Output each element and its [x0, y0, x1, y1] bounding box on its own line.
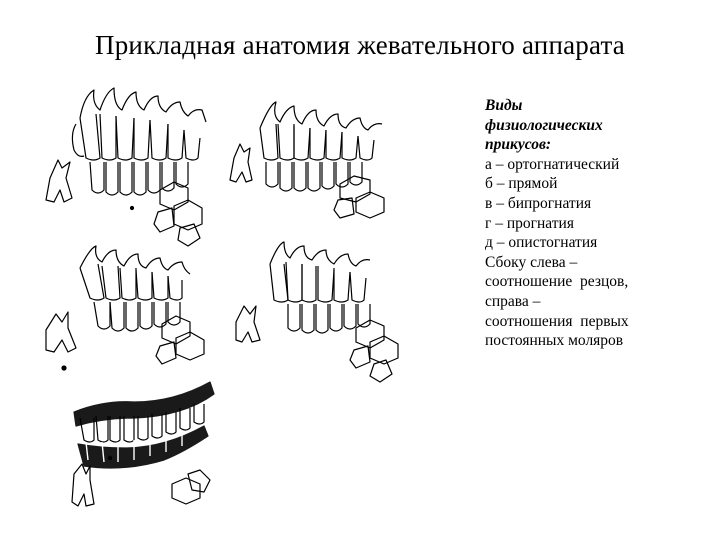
bite-type-item: д – опистогнатия [485, 234, 598, 252]
bite-type-item: г – прогнатия [485, 214, 574, 232]
caption-heading-line: физиологических [485, 116, 603, 134]
panel-b-straight [230, 102, 384, 218]
description-line: соотношения первых [485, 312, 629, 330]
panel-a-orthognathic [46, 88, 206, 246]
caption-heading-line: Виды [485, 97, 523, 114]
panel-e-opisthognathia [72, 382, 214, 506]
panel-d-prognathia [236, 242, 398, 382]
bite-type-item: б – прямой [485, 175, 558, 193]
bite-types-illustration [40, 78, 460, 538]
bite-type-item: в – бипрогнатия [485, 194, 592, 212]
caption-heading-line: прикусов: [485, 136, 552, 154]
description-line: соотношение резцов, [485, 273, 629, 291]
description-line: Сбоку слева – [485, 253, 578, 271]
description-line: постоянных моляров [485, 332, 624, 350]
bite-type-item: а – ортогнатический [485, 155, 620, 173]
panel-c-biprognathia [46, 246, 204, 370]
description-line: справа – [485, 292, 541, 310]
slide-title: Прикладная анатомия жевательного аппарата [95, 30, 625, 60]
caption-block [485, 96, 710, 351]
